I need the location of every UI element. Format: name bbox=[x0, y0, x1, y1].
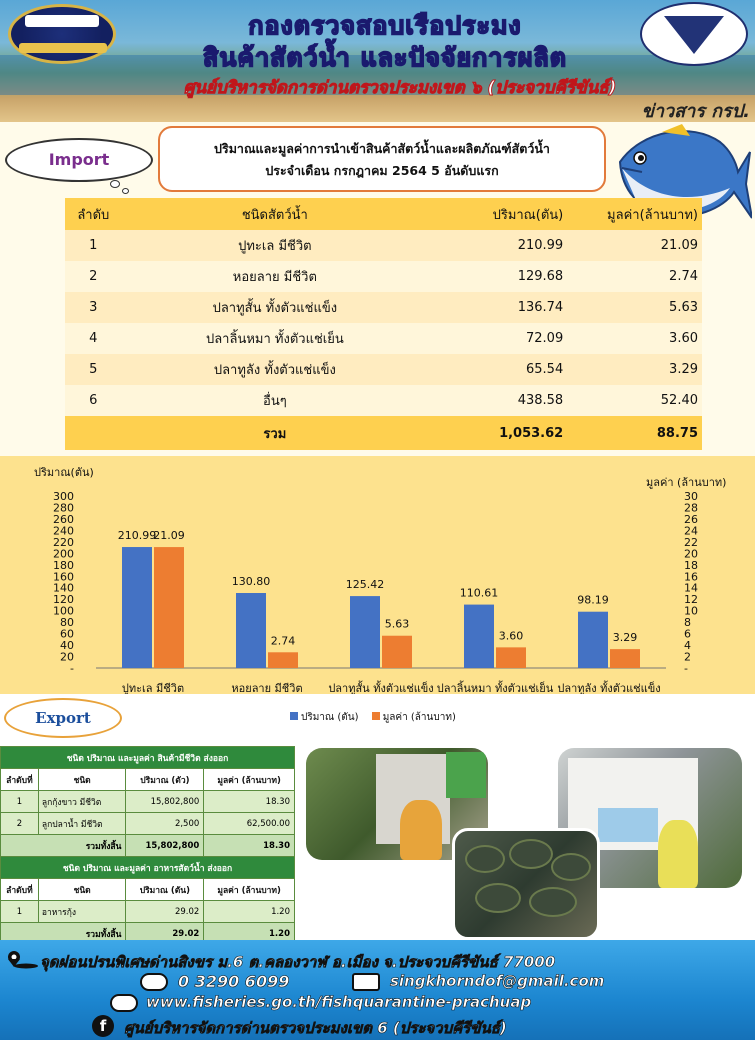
y-tick-left: 220 bbox=[53, 535, 74, 549]
y-tick-left: 20 bbox=[60, 650, 74, 664]
y-tick-left: 120 bbox=[53, 593, 74, 607]
cell-total-quantity: 15,802,800 bbox=[126, 835, 204, 857]
cell-total-value: 18.30 bbox=[204, 835, 295, 857]
y-tick-left: 300 bbox=[53, 490, 74, 503]
x-tick-label: หอยลาย มีชีวิต bbox=[231, 682, 303, 694]
cell-species: ปลาทูสั้น ทั้งตัวแช่แข็ง bbox=[122, 292, 429, 323]
footer-email: singkhorndof@gmail.com bbox=[390, 972, 605, 990]
cell-total-quantity: 1,053.62 bbox=[428, 416, 569, 450]
live-crabs-photo bbox=[452, 828, 600, 940]
y-tick-right: 18 bbox=[684, 558, 698, 572]
bar-quantity bbox=[236, 593, 266, 668]
col-header-quantity: ปริมาณ(ตัน) bbox=[428, 198, 569, 230]
x-tick-label: ปลาทูลัง ทั้งตัวแช่แข็ง bbox=[557, 682, 661, 694]
y-tick-left: 100 bbox=[53, 604, 74, 618]
bar-value bbox=[610, 649, 640, 668]
cell-species: อื่นๆ bbox=[122, 385, 429, 416]
cell-blank bbox=[65, 416, 122, 450]
col-header-no: ลำดับ bbox=[65, 198, 122, 230]
data-label-quantity: 110.61 bbox=[459, 586, 499, 600]
col-header-value: มูลค่า (ล้านบาท) bbox=[204, 879, 295, 901]
cell-quantity: 72.09 bbox=[428, 323, 569, 354]
cell-species: ลูกกุ้งขาว มีชีวิต bbox=[38, 791, 126, 813]
cell-no: 1 bbox=[1, 791, 39, 813]
web-icon bbox=[110, 994, 138, 1012]
table-row bbox=[1, 813, 295, 835]
cell-total-quantity: 29.02 bbox=[126, 923, 204, 945]
col-header-no: ลำดับที่ bbox=[1, 879, 39, 901]
cell-species: หอยลาย มีชีวิต bbox=[122, 261, 429, 292]
email-icon bbox=[352, 973, 380, 991]
cell-value: 18.30 bbox=[204, 791, 295, 813]
cell-value: 21.09 bbox=[569, 230, 702, 261]
import-title-box bbox=[158, 126, 606, 192]
import-title-line2: ประจำเดือน กรกฎาคม 2564 5 อันดับแรก bbox=[265, 163, 499, 178]
cell-quantity: 2,500 bbox=[126, 813, 204, 835]
y-tick-right: 2 bbox=[684, 650, 691, 664]
col-header-species: ชนิด bbox=[38, 769, 126, 791]
y-tick-left: 40 bbox=[60, 639, 74, 653]
y-tick-right: - bbox=[684, 662, 688, 675]
data-label-quantity: 130.80 bbox=[231, 575, 271, 589]
y-tick-left: 160 bbox=[53, 570, 74, 584]
cell-value: 1.20 bbox=[204, 901, 295, 923]
header-title-line2: สินค้าสัตว์น้ำ และปัจจัยการผลิต bbox=[203, 43, 567, 72]
table-row bbox=[65, 261, 702, 292]
table-total-row bbox=[65, 416, 702, 450]
data-label-value: 2.74 bbox=[270, 634, 296, 648]
cell-no: 5 bbox=[65, 354, 122, 385]
import-bar-chart bbox=[0, 456, 755, 694]
footer-website: www.fisheries.go.th/fishquarantine-prachuap bbox=[146, 993, 532, 1011]
y-tick-right: 16 bbox=[684, 570, 698, 584]
cell-total-value: 88.75 bbox=[569, 416, 702, 450]
bar-value bbox=[268, 652, 298, 668]
export-live-col-headers bbox=[1, 769, 295, 791]
import-panel bbox=[0, 122, 755, 694]
cell-value: 52.40 bbox=[569, 385, 702, 416]
department-logo bbox=[8, 4, 116, 64]
table-row bbox=[65, 323, 702, 354]
cell-value: 62,500.00 bbox=[204, 813, 295, 835]
cell-no: 2 bbox=[1, 813, 39, 835]
export-live-table bbox=[0, 746, 295, 945]
x-tick-label: ปลาลิ้นหมา ทั้งตัวแช่เย็น bbox=[436, 682, 554, 694]
y-axis-left-label: ปริมาณ(ตัน) bbox=[34, 466, 94, 479]
table-row bbox=[1, 791, 295, 813]
cell-total-value: 1.20 bbox=[204, 923, 295, 945]
y-tick-right: 30 bbox=[684, 490, 698, 503]
cell-species: ปลาลิ้นหมา ทั้งตัวแช่เย็น bbox=[122, 323, 429, 354]
footer-address: จุดผ่อนปรนพิเศษด่านสิงขร ม.6 ต.คลองวาฬ อ.เมือง จ.ประจวบคีรีขันธ์ 77000 bbox=[40, 953, 556, 971]
legend-swatch-value bbox=[372, 712, 380, 720]
data-label-value: 21.09 bbox=[153, 529, 185, 543]
y-tick-left: 180 bbox=[53, 558, 74, 572]
table-total-row bbox=[1, 835, 295, 857]
cell-total-label: รวมทั้งสิ้น bbox=[1, 835, 126, 857]
y-tick-right: 24 bbox=[684, 524, 698, 538]
y-tick-left: 140 bbox=[53, 581, 74, 595]
export-live-title-row bbox=[1, 747, 295, 769]
y-tick-right: 12 bbox=[684, 593, 698, 607]
cell-no: 1 bbox=[65, 230, 122, 261]
y-tick-right: 10 bbox=[684, 604, 698, 618]
bar-value bbox=[496, 647, 526, 668]
y-tick-right: 4 bbox=[684, 639, 691, 653]
cell-value: 5.63 bbox=[569, 292, 702, 323]
col-header-quantity: ปริมาณ (ตัว) bbox=[126, 769, 204, 791]
cell-no: 1 bbox=[1, 901, 39, 923]
chart-legend bbox=[290, 710, 590, 725]
bar-quantity bbox=[122, 547, 152, 668]
cell-quantity: 15,802,800 bbox=[126, 791, 204, 813]
cell-quantity: 29.02 bbox=[126, 901, 204, 923]
y-tick-left: 200 bbox=[53, 547, 74, 561]
y-tick-left: 80 bbox=[60, 616, 74, 630]
data-label-value: 5.63 bbox=[384, 617, 410, 631]
legend-label-quantity: ปริมาณ (ตัน) bbox=[301, 712, 359, 723]
cloud-tail-dot bbox=[110, 180, 120, 188]
legend-label-value: มูลค่า (ล้านบาท) bbox=[382, 712, 456, 723]
export-feed-col-headers bbox=[1, 879, 295, 901]
export-feed-title-row bbox=[1, 857, 295, 879]
news-tag: ข่าวสาร กรป. bbox=[641, 101, 750, 122]
table-row bbox=[65, 354, 702, 385]
col-header-species: ชนิดสัตว์น้ำ bbox=[122, 198, 429, 230]
cell-species: อาหารกุ้ง bbox=[38, 901, 126, 923]
cell-no: 2 bbox=[65, 261, 122, 292]
footer-facebook: ศูนย์บริหารจัดการด่านตรวจประมงเขต 6 (ประจวบคีรีขันธ์) bbox=[124, 1019, 507, 1037]
table-row bbox=[65, 292, 702, 323]
y-tick-left: 280 bbox=[53, 501, 74, 515]
cell-total-label: รวม bbox=[122, 416, 429, 450]
export-live-title: ชนิด ปริมาณ และมูลค่า สินค้ามีชีวิต ส่งออก bbox=[1, 747, 295, 769]
header-title-line1: กองตรวจสอบเรือประมง bbox=[248, 11, 522, 40]
cell-total-label: รวมทั้งสิ้น bbox=[1, 923, 126, 945]
y-tick-right: 8 bbox=[684, 616, 691, 630]
x-tick-label: ปูทะเล มีชีวิต bbox=[121, 682, 185, 694]
y-tick-right: 28 bbox=[684, 501, 698, 515]
table-row bbox=[1, 901, 295, 923]
table-row bbox=[65, 385, 702, 416]
cell-no: 6 bbox=[65, 385, 122, 416]
data-label-quantity: 125.42 bbox=[345, 578, 385, 592]
y-tick-left: 260 bbox=[53, 512, 74, 526]
cell-quantity: 65.54 bbox=[428, 354, 569, 385]
cell-value: 3.60 bbox=[569, 323, 702, 354]
bar-quantity bbox=[578, 612, 608, 668]
facebook-icon: f bbox=[92, 1015, 114, 1037]
y-tick-left: 240 bbox=[53, 524, 74, 538]
export-cloud-label: Export bbox=[4, 698, 122, 738]
col-header-value: มูลค่า (ล้านบาท) bbox=[204, 769, 295, 791]
location-icon bbox=[4, 949, 40, 969]
legend-swatch-quantity bbox=[290, 712, 298, 720]
fishery-inspection-logo bbox=[640, 2, 748, 66]
import-table-area bbox=[0, 122, 755, 456]
import-cloud-label: Import bbox=[5, 138, 153, 182]
cloud-tail-dot bbox=[122, 188, 129, 194]
bar-value bbox=[382, 636, 412, 668]
import-table-header bbox=[65, 198, 702, 230]
bar-quantity bbox=[464, 605, 494, 668]
cell-quantity: 438.58 bbox=[428, 385, 569, 416]
y-tick-right: 20 bbox=[684, 547, 698, 561]
y-tick-right: 14 bbox=[684, 581, 698, 595]
table-row bbox=[65, 230, 702, 261]
import-table bbox=[65, 198, 702, 450]
bar-value bbox=[154, 547, 184, 668]
y-tick-left: 60 bbox=[60, 627, 74, 641]
header-banner bbox=[0, 0, 755, 122]
header-subtitle: ศูนย์บริหารจัดการด่านตรวจประมงเขต ๖ (ประจวบคีรีขันธ์) bbox=[183, 78, 617, 98]
cell-no: 4 bbox=[65, 323, 122, 354]
data-label-value: 3.60 bbox=[498, 629, 524, 643]
export-feed-title: ชนิด ปริมาณ และมูลค่า อาหารสัตว์น้ำ ส่งออก bbox=[1, 857, 295, 879]
y-tick-right: 6 bbox=[684, 627, 691, 641]
cell-quantity: 136.74 bbox=[428, 292, 569, 323]
phone-icon bbox=[140, 973, 168, 991]
data-label-quantity: 98.19 bbox=[577, 593, 609, 607]
footer-phone: 0 3290 6099 bbox=[178, 972, 290, 991]
cell-value: 3.29 bbox=[569, 354, 702, 385]
cell-no: 3 bbox=[65, 292, 122, 323]
y-tick-right: 22 bbox=[684, 535, 698, 549]
cell-value: 2.74 bbox=[569, 261, 702, 292]
data-label-value: 3.29 bbox=[612, 631, 638, 645]
col-header-quantity: ปริมาณ (ตัน) bbox=[126, 879, 204, 901]
bar-quantity bbox=[350, 596, 380, 668]
cell-species: ปูทะเล มีชีวิต bbox=[122, 230, 429, 261]
col-header-species: ชนิด bbox=[38, 879, 126, 901]
y-tick-left: - bbox=[70, 662, 74, 675]
cell-quantity: 210.99 bbox=[428, 230, 569, 261]
import-title-line1: ปริมาณและมูลค่าการนำเข้าสินค้าสัตว์น้ำและผลิตภัณฑ์สัตว์น้ำ bbox=[214, 141, 550, 156]
cell-quantity: 129.68 bbox=[428, 261, 569, 292]
cell-species: ปลาทูลัง ทั้งตัวแช่แข็ง bbox=[122, 354, 429, 385]
cell-species: ลูกปลาน้ำ มีชีวิต bbox=[38, 813, 126, 835]
y-axis-right-label: มูลค่า (ล้านบาท) bbox=[646, 476, 727, 489]
col-header-no: ลำดับที่ bbox=[1, 769, 39, 791]
col-header-value: มูลค่า(ล้านบาท) bbox=[569, 198, 702, 230]
data-label-quantity: 210.99 bbox=[117, 529, 157, 543]
x-tick-label: ปลาทูสั้น ทั้งตัวแช่แข็ง bbox=[328, 682, 434, 694]
y-tick-right: 26 bbox=[684, 512, 698, 526]
footer-contact bbox=[0, 940, 755, 1040]
